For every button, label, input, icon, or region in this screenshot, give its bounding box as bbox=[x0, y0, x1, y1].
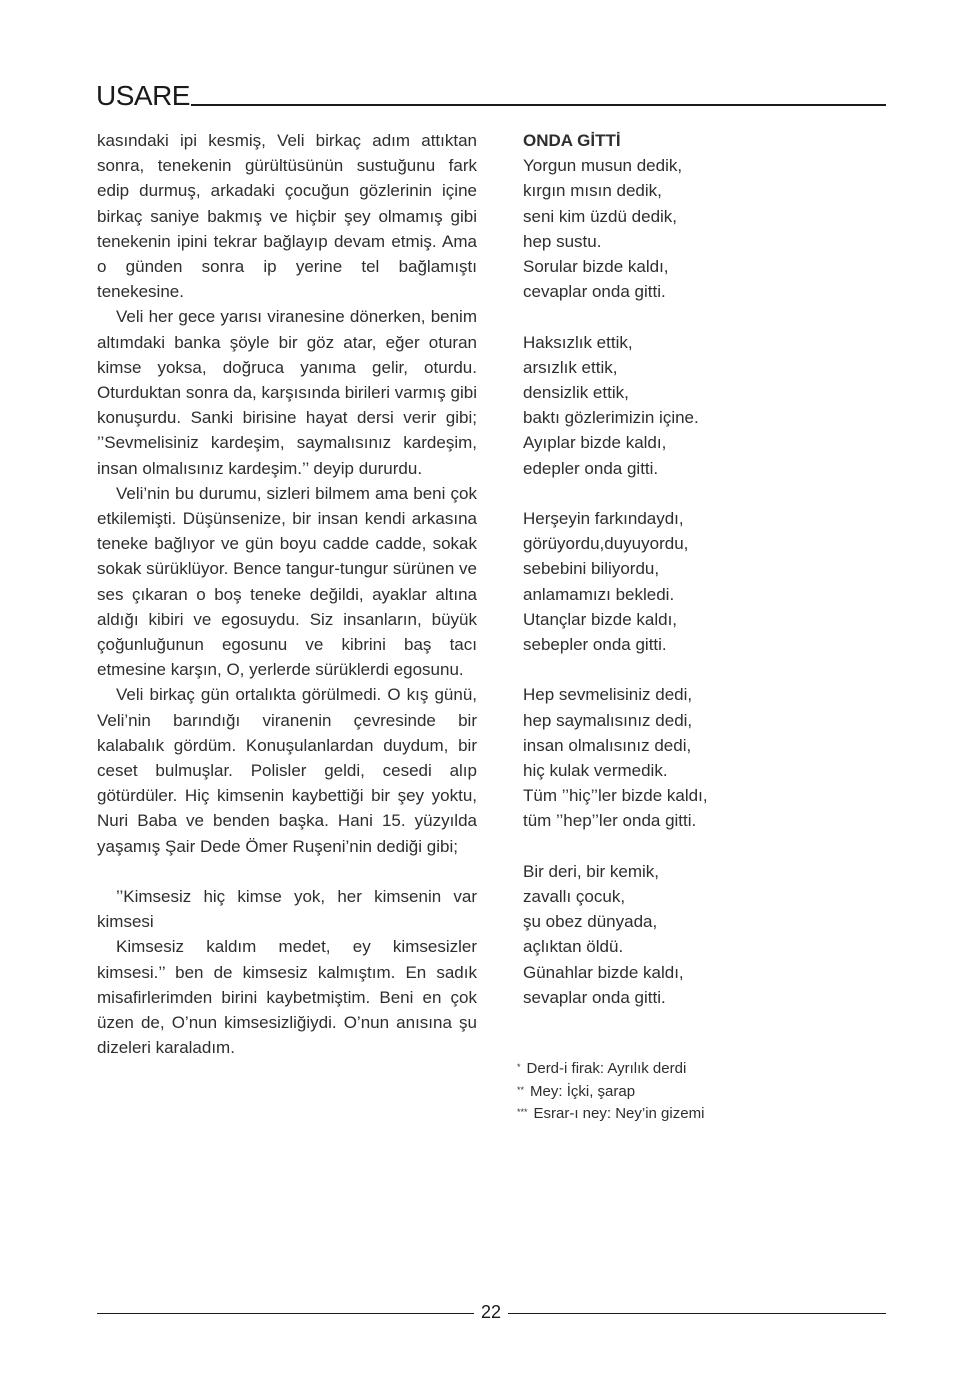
poem-line: şu obez dünyada, bbox=[523, 912, 658, 932]
footnote bbox=[517, 1081, 877, 1104]
poem-line: anlamamızı bekledi. bbox=[523, 584, 675, 604]
header-title: USARE bbox=[96, 80, 190, 111]
paragraph: Kimsesiz kaldım medet, ey kimsesizler kimsesi.’’ ben de kimsesiz kalmıştım. En sadık misafirlerimden birini kaybetmiştim. Beni en çok üzen de, O’nun kimsesizliğiydi. O’nun anısına şu dizeleri karaladım. bbox=[97, 937, 477, 1058]
footnote-text: Mey: İçki, şarap bbox=[530, 1082, 636, 1100]
footer-rule-left bbox=[97, 1313, 474, 1314]
page-number: 22 bbox=[480, 1302, 502, 1322]
quote-line: ’’Kimsesiz hiç kimse yok, her kimsenin var kimsesi bbox=[97, 886, 477, 932]
footnote-text: Esrar-ı ney: Ney’in gizemi bbox=[533, 1105, 705, 1122]
poem-line: seni kim üzdü dedik, bbox=[523, 206, 678, 226]
poem-line: Ayıplar bizde kaldı, bbox=[523, 433, 667, 453]
poem-line: görüyordu,duyuyordu, bbox=[523, 534, 689, 554]
footnote bbox=[517, 1058, 877, 1081]
poem-line: kırgın mısın dedik, bbox=[523, 181, 662, 201]
poem-line: sevaplar onda gitti. bbox=[523, 987, 666, 1007]
poem-line: sebebini biliyordu, bbox=[523, 559, 660, 579]
poem-stanza bbox=[523, 682, 853, 833]
poem-line: zavallı çocuk, bbox=[523, 887, 626, 907]
poem-line: hep sustu. bbox=[523, 231, 602, 251]
poem-line: tüm ’’hep’’ler onda gitti. bbox=[523, 811, 697, 831]
poem-line: Hep sevmelisiniz dedi, bbox=[523, 685, 693, 705]
poem-stanza bbox=[523, 859, 853, 1010]
poem-stanza bbox=[523, 506, 853, 657]
footnote-mark: *** bbox=[517, 1107, 528, 1117]
header-rule bbox=[191, 104, 886, 106]
poem bbox=[523, 128, 853, 1035]
poem-line: hep saymalısınız dedi, bbox=[523, 710, 693, 730]
footnotes bbox=[517, 1058, 877, 1126]
poem-line: Sorular bizde kaldı, bbox=[523, 257, 669, 277]
poem-line: Günahlar bizde kaldı, bbox=[523, 962, 684, 982]
poem-line: edepler onda gitti. bbox=[523, 458, 659, 478]
poem-line: açlıktan öldü. bbox=[523, 937, 624, 957]
paragraph: Veli birkaç gün ortalıkta görülmedi. O kış günü, Veli’nin barındığı viranenin çevresinde bir kalabalık gördüm. Konuşulanlardan duydum, bir ceset bulmuşlar. Polisler geldi, cesedi alıp götürdüler. Hiç kimsenin kaybettiği bir şey yoktu, Nuri Baba ve benden başka. Hani 15. yüzyılda yaşamış Şair Dede Ömer Ruşeni’nin dediği gibi; bbox=[97, 685, 477, 856]
poem-line: sebepler onda gitti. bbox=[523, 635, 667, 655]
poem-line: Utançlar bizde kaldı, bbox=[523, 609, 678, 629]
poem-line: baktı gözlerimizin içine. bbox=[523, 408, 699, 428]
poem-line: arsızlık ettik, bbox=[523, 357, 618, 377]
poem-stanza bbox=[523, 153, 853, 304]
poem-line: Tüm ’’hiç’’ler bizde kaldı, bbox=[523, 786, 708, 806]
footnote-mark: ** bbox=[517, 1084, 525, 1095]
poem-line: insan olmalısınız dedi, bbox=[523, 735, 692, 755]
poem-stanza bbox=[523, 330, 853, 481]
paragraph: Veli her gece yarısı viranesine dönerken, benim altımdaki banka şöyle bir göz atar, eğer oturan kimse yoksa, doğruca yanıma gelir, oturdu. Oturduktan sonra da, karşısında birileri varmış gibi konuşurdu. Sanki birisine hayat dersi verir gibi; ’’Sevmelisiniz kardeşim, saymalısınız kardeşim, insan olmalısınız kardeşim.’’ deyip dururdu. bbox=[97, 307, 477, 478]
paragraph: Veli’nin bu durumu, sizleri bilmem ama beni çok etkilemişti. Düşünsenize, bir insan kendi arkasına teneke bağlıyor ve gün boyu cadde cadde, sokak sokak sürüklüyor. Bence tangur-tungur sürünen ve ses çıkaran o boş teneke değildi, ayaklar altına aldığı kibiri ve egosuydu. Siz insanların, büyük çoğunluğunun egosunu ve kibrini baş tacı etmesine karşın, O, yerlerde sürüklerdi egosunu. bbox=[97, 483, 477, 680]
poem-line: densizlik ettik, bbox=[523, 383, 629, 403]
poem-line: Haksızlık ettik, bbox=[523, 332, 633, 352]
poem-line: Bir deri, bir kemik, bbox=[523, 861, 660, 881]
poem-line: hiç kulak vermedik. bbox=[523, 761, 668, 781]
paragraph: kasındaki ipi kesmiş, Veli birkaç adım attıktan sonra, tenekenin gürültüsünün sustuğunu fark edip durmuş, arkadaki çocuğun gözlerinin içine birkaç saniye bakmış ve hiçbir şey olmamış gibi tenekenin ipini tekrar bağlayıp devam etmiş. Ama o günden sonra ip yerine tel bağlamıştı tenekesine. bbox=[97, 131, 477, 302]
footnote-text: Derd-i firak: Ayrılık derdi bbox=[526, 1060, 687, 1077]
footnote bbox=[517, 1103, 877, 1126]
poem-line: cevaplar onda gitti. bbox=[523, 282, 666, 302]
poem-title: ONDA GİTTİ bbox=[523, 131, 621, 150]
poem-line: Yorgun musun dedik, bbox=[523, 156, 683, 176]
footnote-mark: * bbox=[517, 1062, 521, 1072]
left-column bbox=[97, 128, 477, 1060]
footer-rule-right bbox=[508, 1313, 886, 1314]
poem-line: Herşeyin farkındaydı, bbox=[523, 509, 684, 529]
